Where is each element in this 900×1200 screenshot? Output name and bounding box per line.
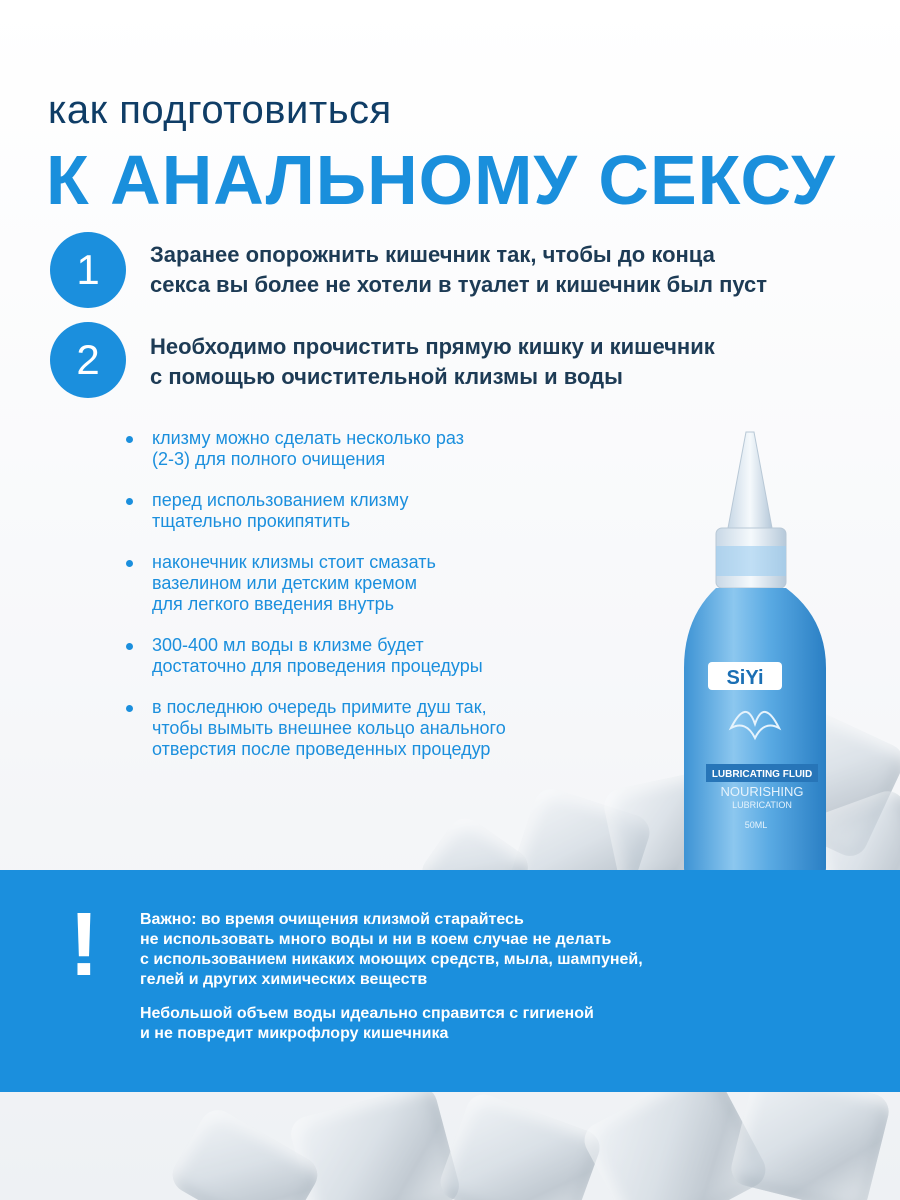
list-item-line: тщательно прокипятить [152,511,351,531]
bottle-volume: 50ML [744,820,768,830]
list-item-line: (2-3) для полного очищения [152,449,386,469]
bullet-dot-icon [126,705,133,712]
step-text-2-line: с помощью очистительной клизмы и воды [150,364,623,389]
list-item [126,490,666,532]
hygiene-note [140,1004,780,1044]
bottle-label-3: LUBRICATION [732,800,792,810]
exclamation-icon: ! [69,895,99,995]
list-item [126,635,666,677]
bullet-dot-icon [126,436,133,443]
tips-list [126,428,666,780]
list-item-line: перед использованием клизму [152,490,409,510]
list-item-line: 300-400 мл воды в клизме будет [152,635,424,655]
step-text-2 [150,332,850,392]
list-item-line: достаточно для проведения процедуры [152,656,483,676]
bullet-dot-icon [126,560,133,567]
title-top: как подготовиться [48,88,392,132]
list-item-line: в последнюю очередь примите душ так, [152,697,487,717]
bullet-dot-icon [126,643,133,650]
list-item [126,697,666,760]
bottle-label-2: NOURISHING [720,784,804,799]
warning-note-line: с использованием никаких моющих средств, мыла, шампуней, [140,951,643,968]
list-item-line: вазелином или детским кремом [152,573,418,593]
hygiene-note-line: Небольшой объем воды идеально справится с гигиеной [140,1005,594,1022]
step-number-1: 1 [50,232,126,308]
step-text-1 [150,240,850,300]
warning-note-line: Важно: во время очищения клизмой старайтесь [140,911,524,928]
list-item-line: наконечник клизмы стоит смазать [152,552,436,572]
list-item-line: для легкого введения внутрь [152,594,395,614]
warning-note-line: гелей и других химических веществ [140,971,428,988]
list-item-line: чтобы вымыть внешнее кольцо анального [152,718,506,738]
step-text-1-line: секса вы более не хотели в туалет и кишечник был пуст [150,272,768,297]
step-number-2: 2 [50,322,126,398]
product-bottle-image [676,428,836,878]
warning-note-line: не использовать много воды и ни в коем случае не делать [140,931,612,948]
step-text-2-line: Необходимо прочистить прямую кишку и кишечник [150,334,715,359]
list-item [126,428,666,470]
list-item-line: отверстия после проведенных процедур [152,739,491,759]
bottle-brand: SiYi [726,667,764,689]
warning-note [140,910,780,990]
list-item-line: клизму можно сделать несколько раз [152,428,464,448]
bottle-label-1: LUBRICATING FLUID [711,769,813,780]
page-title: К АНАЛЬНОМУ СЕКСУ [46,141,836,219]
hygiene-note-line: и не повредит микрофлору кишечника [140,1025,449,1042]
list-item [126,552,666,615]
step-text-1-line: Заранее опорожнить кишечник так, чтобы до конца [150,242,715,267]
bullet-dot-icon [126,498,133,505]
